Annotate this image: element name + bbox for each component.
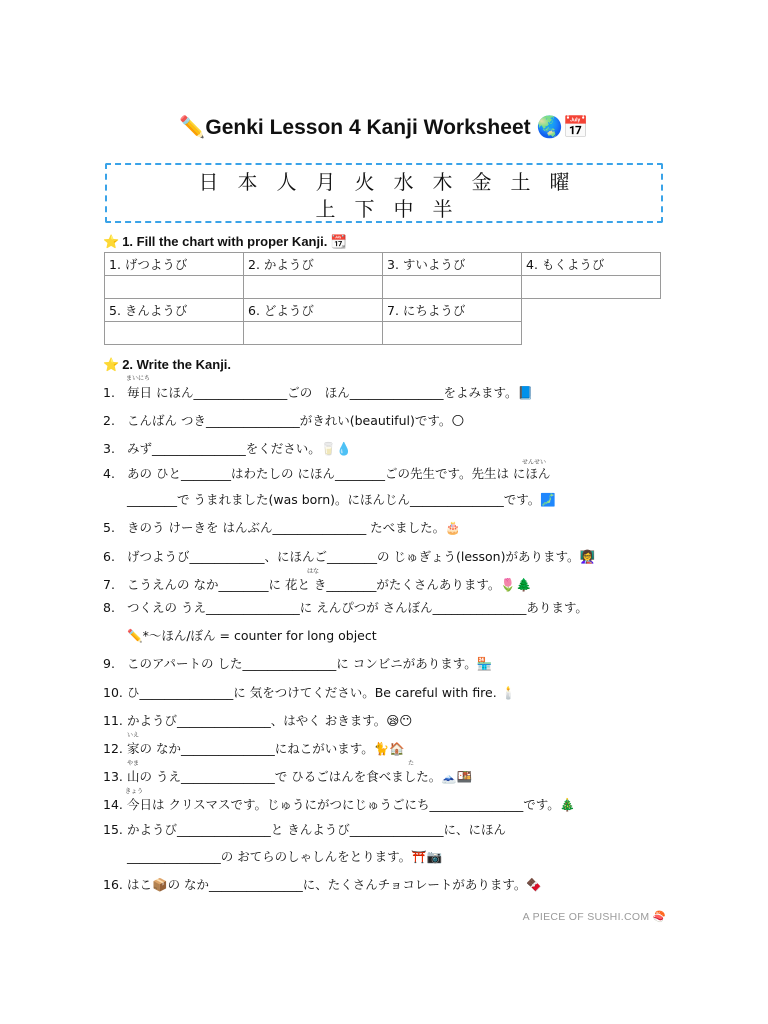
question-number: 9.: [103, 656, 115, 671]
page-title: ✏️Genki Lesson 4 Kanji Worksheet 🌏📅: [179, 116, 589, 139]
question-text: _______________の おてらのしゃしんをとります。⛩️📷: [127, 849, 443, 864]
question-text: かようび_______________、はやく おきます。😪😶: [127, 713, 413, 728]
question-text: ひ_______________に 気をつけてください。Be careful with fire. 🕯️: [127, 685, 517, 700]
question-number: 16.: [103, 877, 123, 892]
question-number: 7.: [103, 577, 115, 592]
note-text: ✏️*〜ほん/ぼん = counter for long object: [127, 628, 377, 643]
answer-cell[interactable]: [105, 276, 244, 299]
table-row: [105, 276, 661, 299]
question-number: 14.: [103, 797, 123, 812]
question-text: あの ひと________はわたしの にほん________ごの先生です。先生は にほん: [127, 466, 551, 481]
question-number: 5.: [103, 520, 115, 535]
question-4: [103, 466, 550, 482]
question-text: はこ📦の なか_______________に、たくさんチョコレートがあります。🍫: [127, 877, 542, 892]
question-number: 13.: [103, 769, 123, 784]
kanji: 火: [354, 170, 375, 194]
question-text: こうえんの なか________に 花と き________がたくさんあります。🌷🌲: [127, 577, 532, 592]
question-8: [103, 600, 588, 616]
question-number: 2.: [103, 413, 115, 428]
chart-header-cell: 4. もくようび: [522, 253, 661, 276]
table-row: [105, 299, 661, 322]
kanji: 木: [432, 170, 453, 194]
question-number: 4.: [103, 466, 115, 481]
furigana: はな: [307, 568, 320, 575]
table-row: [105, 253, 661, 276]
site-credit: A PIECE OF SUSHI.COM 🍣: [522, 911, 666, 923]
furigana: やま: [127, 760, 140, 767]
answer-cell[interactable]: [105, 322, 244, 345]
question-number: 1.: [103, 385, 115, 400]
answer-cell[interactable]: [383, 276, 522, 299]
kanji: 曜: [549, 170, 570, 194]
furigana: きょう: [125, 788, 144, 795]
answer-cell[interactable]: [244, 276, 383, 299]
question-9: [103, 656, 492, 672]
question-16: [103, 877, 542, 893]
chart-header-cell: 7. にちようび: [383, 299, 522, 322]
chart-header-cell: 5. きんようび: [105, 299, 244, 322]
kanji: 下: [354, 197, 375, 221]
furigana: た: [408, 760, 415, 767]
question-10: [103, 685, 516, 701]
question-number: 12.: [103, 741, 123, 756]
question-15-continued: [103, 849, 442, 865]
kanji: 月: [315, 170, 336, 194]
answer-cell[interactable]: [383, 322, 522, 345]
question-15: [103, 822, 506, 838]
kanji-reference-box: [105, 163, 663, 223]
star-icon: ⭐: [103, 234, 120, 249]
question-number: 11.: [103, 713, 123, 728]
weekday-chart: [104, 252, 661, 345]
kanji: 日: [198, 170, 219, 194]
question-1: [103, 385, 533, 401]
question-6: [103, 549, 595, 565]
furigana: いえ: [127, 732, 140, 739]
question-text: 山の うえ_______________で ひるごはんを食べました。🗻🍱: [127, 769, 473, 784]
question-number: 15.: [103, 822, 123, 837]
question-number: 3.: [103, 441, 115, 456]
question-12: [103, 741, 405, 757]
chart-header-cell: 6. どようび: [244, 299, 383, 322]
chart-header-cell: 2. かようび: [244, 253, 383, 276]
furigana: せんせい: [522, 459, 547, 466]
question-number: 10.: [103, 685, 123, 700]
counter-note: [103, 628, 377, 644]
question-13: [103, 769, 472, 785]
kanji: 中: [393, 197, 414, 221]
empty-cell: [522, 299, 661, 322]
question-text: かようび_______________と きんようび_______________に、にほん: [127, 822, 506, 837]
question-text: みず_______________をください。🥛💧: [127, 441, 352, 456]
question-text: 毎日 にほん_______________ごの ほん_______________をよみます。📘: [127, 385, 534, 400]
kanji: 人: [276, 170, 297, 194]
kanji: 半: [432, 197, 453, 221]
question-text: ________で うまれました(was born)。にほんじん_______________です。🗾: [127, 492, 556, 507]
question-number: 8.: [103, 600, 115, 615]
question-text: 今日は クリスマスです。じゅうにがつにじゅうごにち_______________です。🎄: [127, 797, 576, 812]
question-14: [103, 797, 575, 813]
question-text: 家の なか_______________にねこがいます。🐈🏠: [127, 741, 405, 756]
question-4-continued: [103, 492, 556, 508]
section-2-heading: [103, 356, 231, 374]
kanji: 土: [510, 170, 531, 194]
question-text: つくえの うえ_______________に えんぴつが さんぼん_______________あります。: [127, 600, 588, 615]
question-2: [103, 413, 464, 429]
kanji: 金: [471, 170, 492, 194]
section-2-label: 2. Write the Kanji.: [122, 357, 232, 372]
kanji: 本: [237, 170, 258, 194]
question-number: 6.: [103, 549, 115, 564]
furigana: まいにち: [126, 375, 151, 382]
kanji-row-1: [107, 169, 661, 196]
question-text: げつようび____________、にほんご________の じゅぎょう(lesson)があります。👩‍🏫: [127, 549, 596, 564]
question-7: [103, 577, 532, 593]
kanji: 水: [393, 170, 414, 194]
answer-cell[interactable]: [244, 322, 383, 345]
section-1-label: 1. Fill the chart with proper Kanji. 📆: [122, 234, 348, 249]
answer-cell[interactable]: [522, 276, 661, 299]
empty-cell: [522, 322, 661, 345]
question-5: [103, 520, 461, 536]
question-text: このアパートの した_______________に コンビニがあります。🏪: [127, 656, 493, 671]
question-11: [103, 713, 412, 729]
chart-header-cell: 3. すいようび: [383, 253, 522, 276]
chart-header-cell: 1. げつようび: [105, 253, 244, 276]
question-text: こんばん つき_______________がきれい(beautiful)です。🌕: [127, 413, 465, 428]
table-row: [105, 322, 661, 345]
kanji-row-2: [107, 196, 661, 223]
section-1-heading: [103, 233, 347, 251]
question-text: きのう けーきを はんぶん_______________ たべました。🎂: [127, 520, 461, 535]
star-icon: ⭐: [103, 357, 120, 372]
question-3: [103, 441, 352, 457]
kanji: 上: [315, 197, 336, 221]
